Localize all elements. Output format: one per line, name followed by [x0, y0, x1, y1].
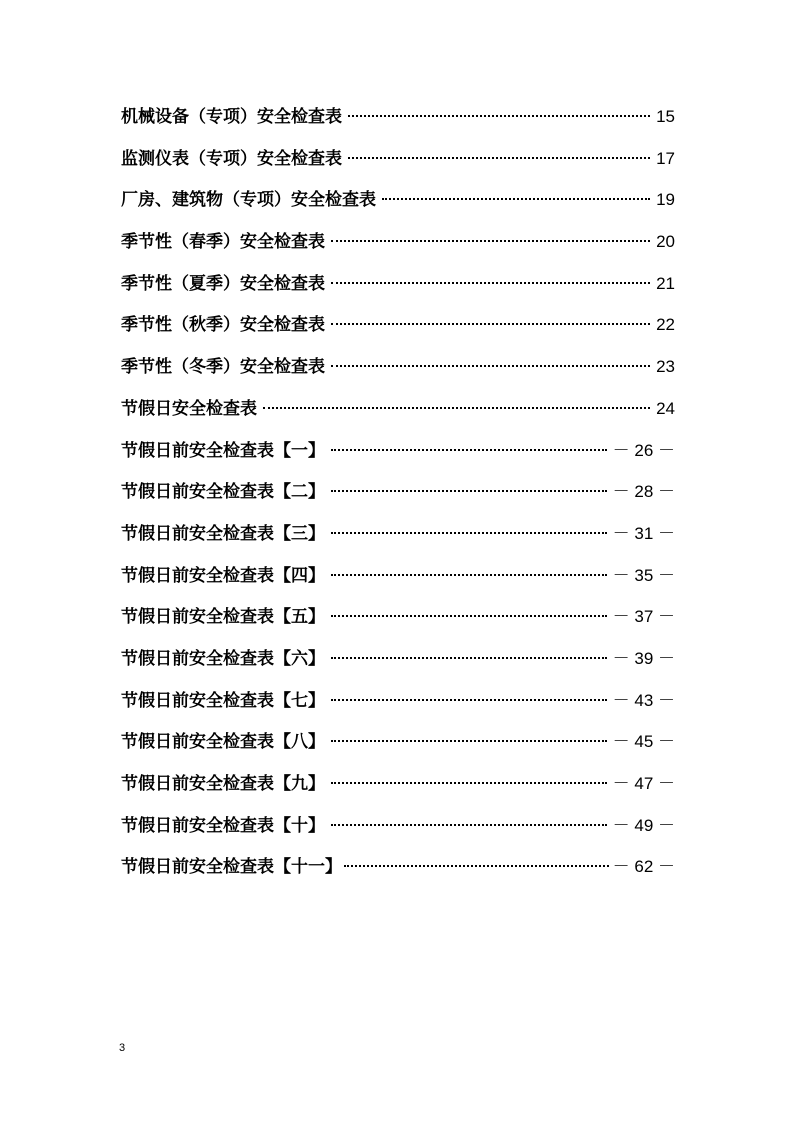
toc-entry-title: 节假日前安全检查表【五】: [121, 607, 325, 628]
toc-dot-leader: [331, 365, 650, 367]
toc-dot-leader: [331, 449, 607, 451]
toc-entry-page: － 39 －: [612, 648, 675, 668]
toc-entry-page: － 47 －: [612, 774, 675, 793]
toc-entry-title: 节假日前安全检查表【二】: [121, 482, 325, 503]
toc-entry[interactable]: [121, 430, 675, 472]
toc-entry-page: － 49 －: [612, 815, 675, 835]
toc-entry[interactable]: [121, 846, 675, 888]
toc-entry-page: － 28 －: [612, 482, 675, 502]
toc-dot-leader: [348, 157, 650, 159]
toc-entry-title: 季节性（夏季）安全检查表: [121, 273, 325, 294]
page-number: 3: [119, 1042, 126, 1054]
toc-entry-page: － 45 －: [612, 732, 675, 752]
toc-entry-title: 节假日前安全检查表【一】: [121, 440, 325, 461]
toc-entry[interactable]: [121, 346, 675, 388]
toc-entry-title: 节假日前安全检查表【三】: [121, 523, 325, 544]
table-of-contents: [121, 96, 675, 888]
toc-dot-leader: [331, 532, 607, 534]
toc-entry-page: 23: [656, 357, 675, 377]
toc-dot-leader: [344, 865, 609, 867]
toc-entry-title: 节假日前安全检查表【七】: [121, 690, 325, 711]
toc-entry-page: － 62 －: [612, 857, 675, 877]
toc-entry-page: 15: [656, 107, 675, 126]
toc-entry[interactable]: [121, 680, 675, 722]
toc-entry[interactable]: [121, 263, 675, 305]
toc-entry-title: 节假日前安全检查表【十】: [121, 815, 325, 836]
toc-entry-page: 22: [656, 315, 675, 335]
toc-entry[interactable]: [121, 388, 675, 430]
toc-entry-page: 24: [656, 398, 675, 418]
toc-entry[interactable]: [121, 638, 675, 680]
toc-dot-leader: [331, 490, 607, 492]
toc-dot-leader: [331, 574, 607, 576]
toc-dot-leader: [331, 740, 607, 742]
toc-dot-leader: [331, 782, 607, 784]
toc-entry-title: 机械设备（专项）安全检查表: [121, 107, 342, 127]
toc-entry[interactable]: [121, 179, 675, 221]
toc-entry-title: 季节性（冬季）安全检查表: [121, 357, 325, 378]
toc-entry-title: 节假日前安全检查表【六】: [121, 648, 325, 669]
toc-entry-title: 节假日前安全检查表【八】: [121, 732, 325, 753]
toc-entry-page: 21: [656, 273, 675, 293]
toc-entry-page: － 37 －: [612, 607, 675, 627]
toc-entry[interactable]: [121, 805, 675, 847]
toc-dot-leader: [331, 323, 650, 325]
toc-entry[interactable]: [121, 96, 675, 138]
toc-entry-page: 19: [656, 190, 675, 210]
toc-dot-leader: [263, 407, 650, 409]
toc-entry-page: 20: [656, 232, 675, 252]
toc-entry[interactable]: [121, 471, 675, 513]
toc-entry-title: 季节性（秋季）安全检查表: [121, 315, 325, 336]
toc-entry-title: 节假日前安全检查表【四】: [121, 565, 325, 586]
toc-dot-leader: [331, 699, 607, 701]
toc-entry-page: － 31 －: [612, 523, 675, 543]
toc-dot-leader: [331, 282, 650, 284]
toc-entry-page: 17: [656, 148, 675, 168]
toc-entry-title: 节假日前安全检查表【九】: [121, 774, 325, 794]
toc-entry[interactable]: [121, 763, 675, 805]
toc-entry-title: 监测仪表（专项）安全检查表: [121, 148, 342, 169]
toc-dot-leader: [331, 657, 607, 659]
toc-entry-title: 厂房、建筑物（专项）安全检查表: [121, 190, 376, 211]
toc-entry[interactable]: [121, 596, 675, 638]
toc-entry[interactable]: [121, 555, 675, 597]
toc-entry[interactable]: [121, 138, 675, 180]
toc-entry-page: － 35 －: [612, 565, 675, 585]
toc-dot-leader: [331, 240, 650, 242]
toc-entry[interactable]: [121, 513, 675, 555]
toc-entry-title: 季节性（春季）安全检查表: [121, 232, 325, 253]
toc-dot-leader: [331, 824, 607, 826]
toc-entry[interactable]: [121, 304, 675, 346]
toc-entry-page: － 26 －: [612, 440, 675, 460]
toc-entry-title: 节假日前安全检查表【十一】: [121, 857, 342, 878]
toc-dot-leader: [348, 115, 650, 117]
toc-dot-leader: [382, 198, 650, 200]
toc-entry[interactable]: [121, 721, 675, 763]
toc-entry-title: 节假日安全检查表: [121, 398, 257, 419]
toc-entry-page: － 43 －: [612, 690, 675, 710]
toc-entry[interactable]: [121, 221, 675, 263]
toc-dot-leader: [331, 615, 607, 617]
